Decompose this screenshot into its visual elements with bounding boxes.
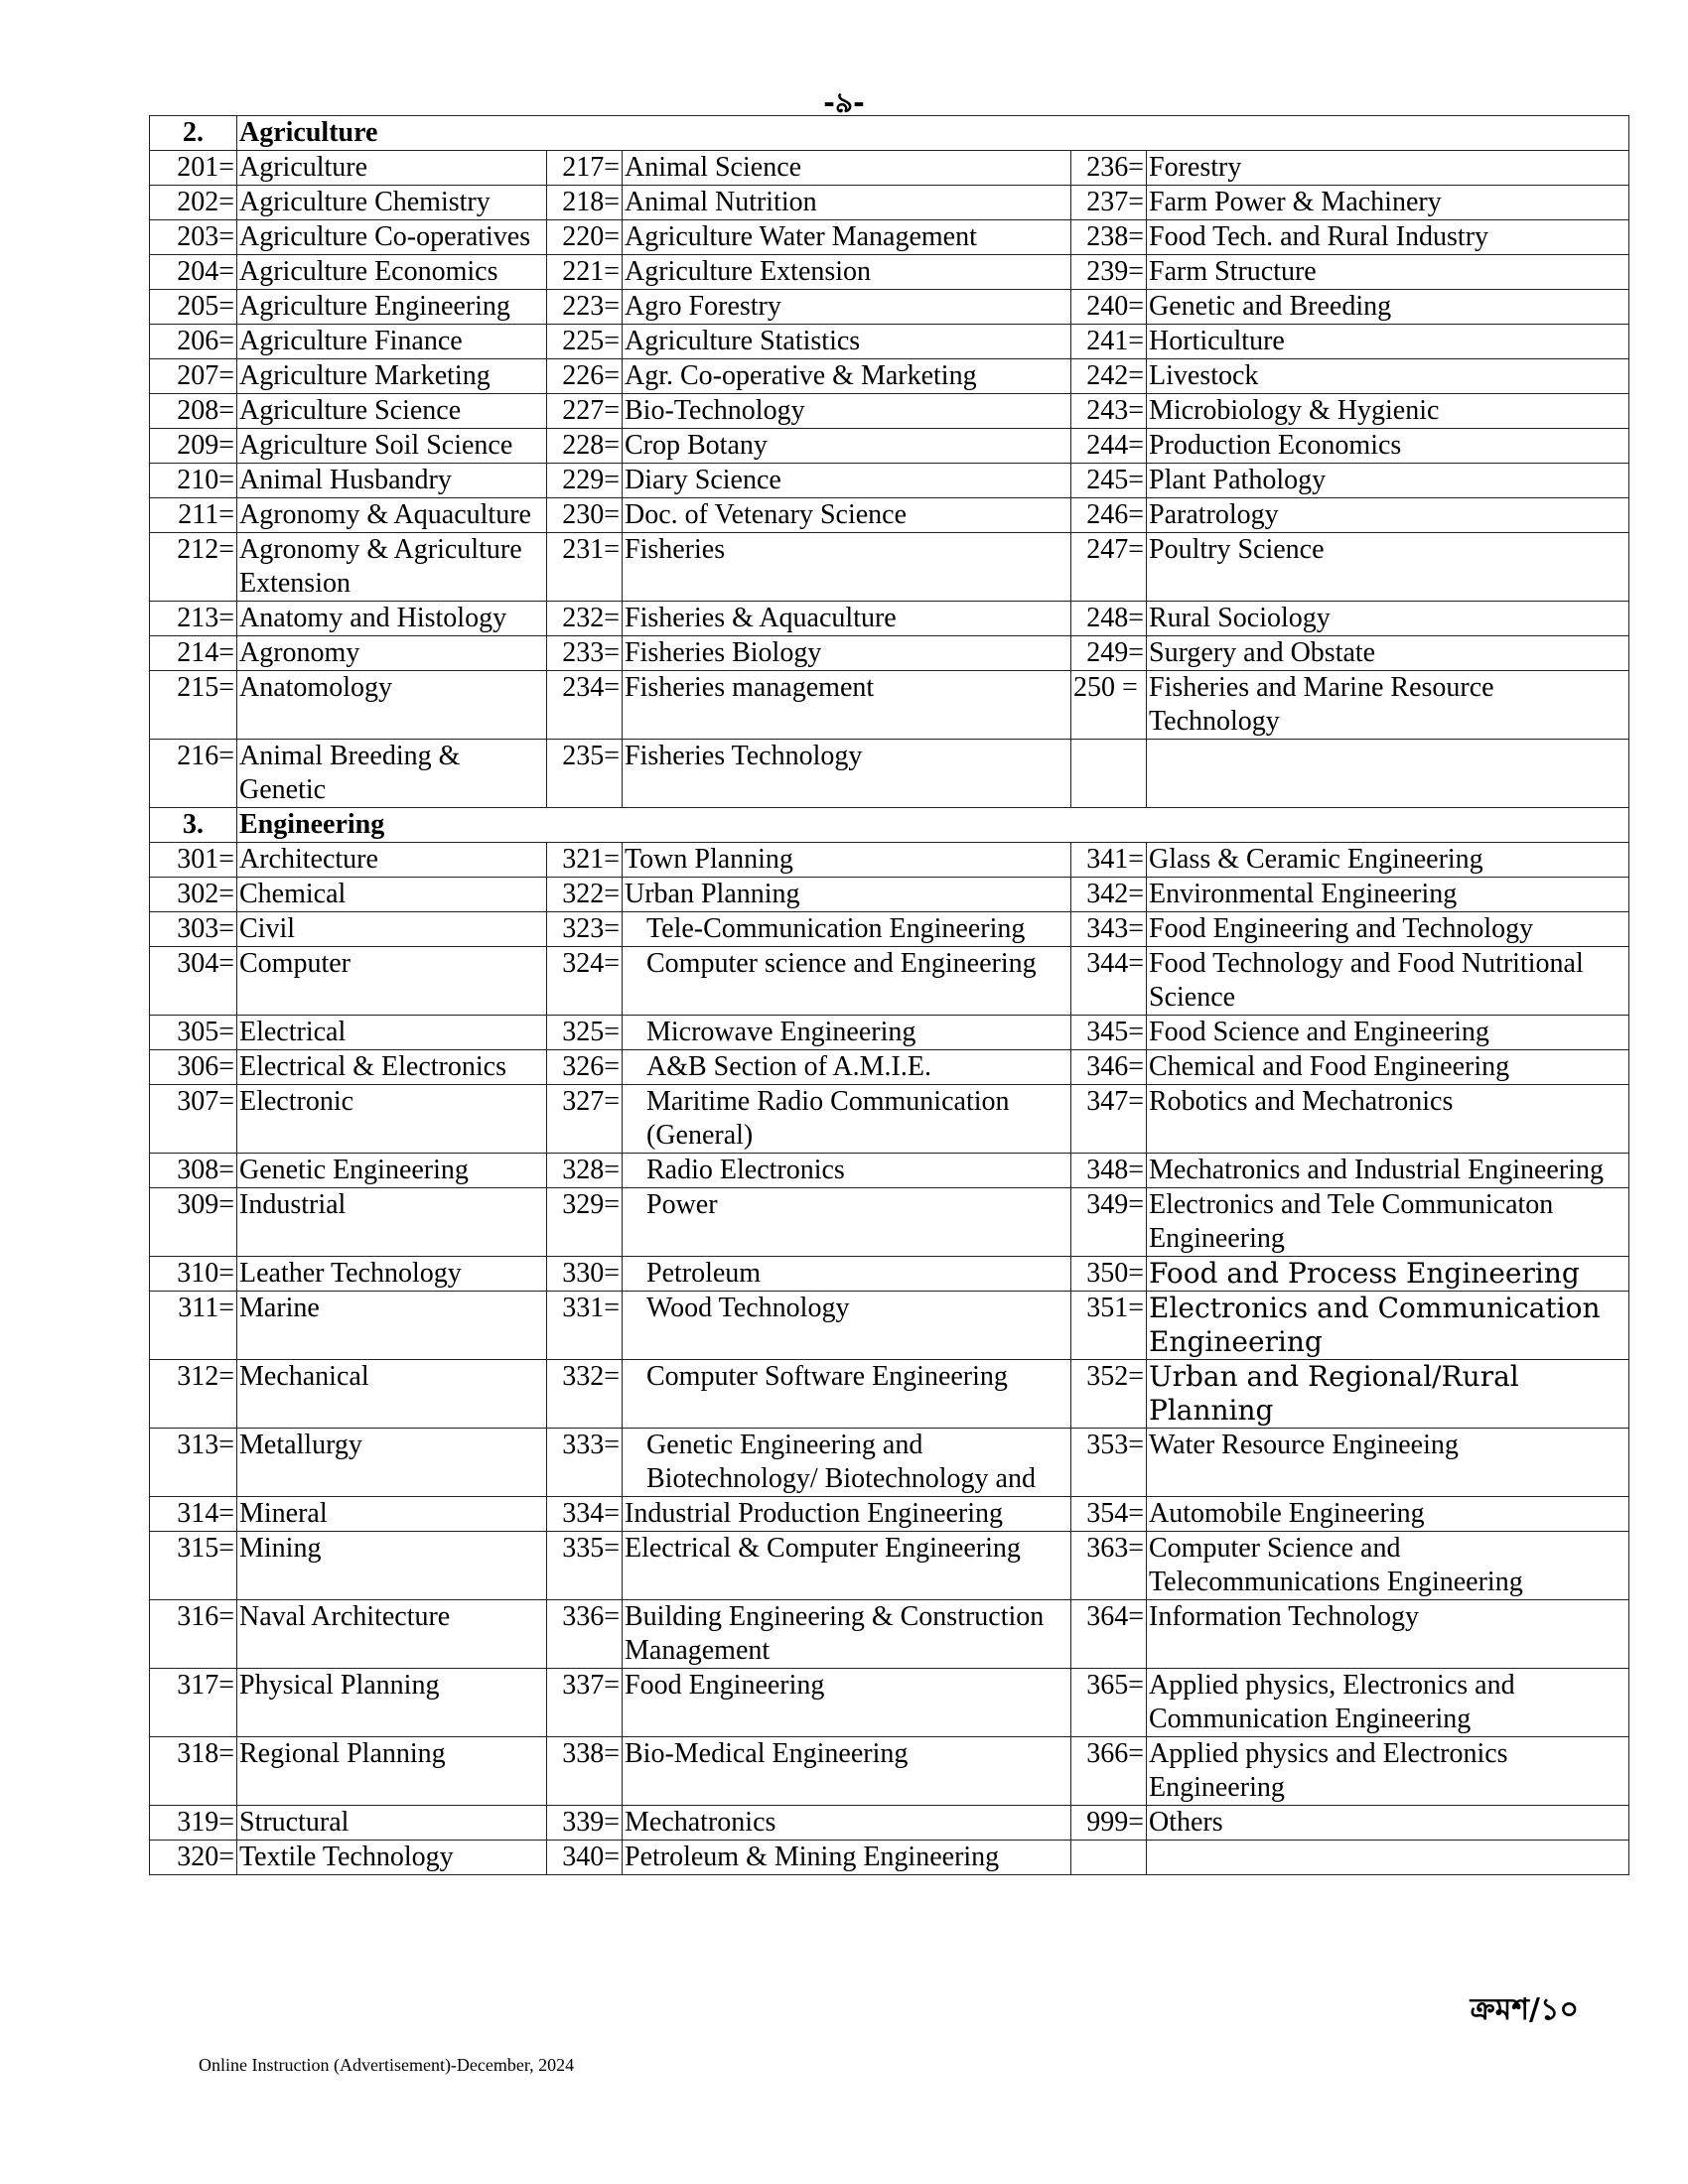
subject-code-table xyxy=(149,115,1629,1875)
subject-name: Poultry Science xyxy=(1147,533,1629,602)
table-row xyxy=(150,220,1629,255)
table-row xyxy=(150,1737,1629,1806)
section-header-agriculture xyxy=(150,116,1629,151)
subject-code: 214= xyxy=(150,636,237,671)
table-row xyxy=(150,533,1629,602)
subject-name: Tele-Communication Engineering xyxy=(623,912,1071,947)
subject-name: Rural Sociology xyxy=(1147,602,1629,636)
subject-name: Fisheries Biology xyxy=(623,636,1071,671)
subject-name: Industrial xyxy=(237,1188,547,1257)
subject-name: Electrical xyxy=(237,1016,547,1050)
subject-code: 233= xyxy=(547,636,623,671)
subject-code: 221= xyxy=(547,255,623,290)
subject-code: 220= xyxy=(547,220,623,255)
subject-name: Food Engineering xyxy=(623,1669,1071,1737)
subject-name: Others xyxy=(1147,1806,1629,1841)
subject-code: 240= xyxy=(1071,290,1147,325)
subject-code: 211= xyxy=(150,498,237,533)
subject-code: 307= xyxy=(150,1085,237,1154)
subject-code: 335= xyxy=(547,1532,623,1600)
table-row xyxy=(150,1016,1629,1050)
subject-name: Diary Science xyxy=(623,464,1071,498)
table-row xyxy=(150,1188,1629,1257)
subject-name: Agriculture Water Management xyxy=(623,220,1071,255)
subject-name: Surgery and Obstate xyxy=(1147,636,1629,671)
table-row xyxy=(150,843,1629,878)
subject-code: 351= xyxy=(1071,1292,1147,1360)
table-row xyxy=(150,1841,1629,1875)
subject-code: 249= xyxy=(1071,636,1147,671)
subject-name: Fisheries Technology xyxy=(623,740,1071,808)
table-row xyxy=(150,464,1629,498)
subject-code: 329= xyxy=(547,1188,623,1257)
subject-code: 331= xyxy=(547,1292,623,1360)
table-row xyxy=(150,912,1629,947)
subject-name: Computer Science and Telecommunications Engineering xyxy=(1147,1532,1629,1600)
subject-code: 318= xyxy=(150,1737,237,1806)
subject-name: Agriculture Extension xyxy=(623,255,1071,290)
subject-code: 324= xyxy=(547,947,623,1016)
subject-code xyxy=(1071,740,1147,808)
subject-name: Fisheries and Marine Resource Technology xyxy=(1147,671,1629,740)
subject-code: 315= xyxy=(150,1532,237,1600)
subject-code: 308= xyxy=(150,1154,237,1188)
subject-name: Building Engineering & Construction Management xyxy=(623,1600,1071,1669)
subject-name: Urban and Regional/Rural Planning xyxy=(1147,1360,1629,1429)
subject-code: 230= xyxy=(547,498,623,533)
subject-name: Agriculture Marketing xyxy=(237,359,547,394)
subject-code: 216= xyxy=(150,740,237,808)
subject-code: 340= xyxy=(547,1841,623,1875)
section-title: Engineering xyxy=(237,808,1629,843)
subject-name: Marine xyxy=(237,1292,547,1360)
subject-name: Paratrology xyxy=(1147,498,1629,533)
subject-name: Agriculture Chemistry xyxy=(237,186,547,220)
subject-code: 341= xyxy=(1071,843,1147,878)
subject-name: Architecture xyxy=(237,843,547,878)
subject-name: Farm Power & Machinery xyxy=(1147,186,1629,220)
subject-code: 309= xyxy=(150,1188,237,1257)
continued-marker: ক্রমশ/১০ xyxy=(1470,1992,1579,2027)
subject-name: Chemical and Food Engineering xyxy=(1147,1050,1629,1085)
subject-name: Mechatronics xyxy=(623,1806,1071,1841)
subject-code: 234= xyxy=(547,671,623,740)
subject-name: Maritime Radio Communication (General) xyxy=(623,1085,1071,1154)
subject-code: 350= xyxy=(1071,1257,1147,1292)
subject-name: Genetic and Breeding xyxy=(1147,290,1629,325)
table-row xyxy=(150,290,1629,325)
table-row xyxy=(150,151,1629,186)
subject-code: 302= xyxy=(150,878,237,912)
subject-code: 999= xyxy=(1071,1806,1147,1841)
subject-name: Food and Process Engineering xyxy=(1147,1257,1629,1292)
subject-code: 325= xyxy=(547,1016,623,1050)
subject-code: 226= xyxy=(547,359,623,394)
subject-code: 210= xyxy=(150,464,237,498)
table-row xyxy=(150,1497,1629,1532)
subject-code: 312= xyxy=(150,1360,237,1429)
subject-name: Animal Nutrition xyxy=(623,186,1071,220)
subject-code: 345= xyxy=(1071,1016,1147,1050)
subject-code: 245= xyxy=(1071,464,1147,498)
subject-name: Leather Technology xyxy=(237,1257,547,1292)
subject-code: 206= xyxy=(150,325,237,359)
subject-name: Physical Planning xyxy=(237,1669,547,1737)
subject-name: Animal Breeding & Genetic xyxy=(237,740,547,808)
subject-name: Electronics and Tele Communicaton Engineering xyxy=(1147,1188,1629,1257)
subject-code: 247= xyxy=(1071,533,1147,602)
subject-code: 346= xyxy=(1071,1050,1147,1085)
subject-name: Computer science and Engineering xyxy=(623,947,1071,1016)
subject-name: Agriculture Economics xyxy=(237,255,547,290)
subject-name: Genetic Engineering xyxy=(237,1154,547,1188)
footer-note: Online Instruction (Advertisement)-December, 2024 xyxy=(199,2055,575,2075)
subject-name: Agriculture Statistics xyxy=(623,325,1071,359)
subject-name xyxy=(1147,740,1629,808)
subject-code: 326= xyxy=(547,1050,623,1085)
subject-name: Civil xyxy=(237,912,547,947)
subject-code: 217= xyxy=(547,151,623,186)
subject-name: Mechatronics and Industrial Engineering xyxy=(1147,1154,1629,1188)
subject-name: Animal Husbandry xyxy=(237,464,547,498)
subject-code: 348= xyxy=(1071,1154,1147,1188)
subject-code: 366= xyxy=(1071,1737,1147,1806)
subject-name: Chemical xyxy=(237,878,547,912)
table-row xyxy=(150,1085,1629,1154)
table-row xyxy=(150,1360,1629,1429)
subject-name: Horticulture xyxy=(1147,325,1629,359)
subject-code: 212= xyxy=(150,533,237,602)
subject-code: 349= xyxy=(1071,1188,1147,1257)
subject-name: Agro Forestry xyxy=(623,290,1071,325)
subject-name: Water Resource Engineeing xyxy=(1147,1429,1629,1497)
table-row xyxy=(150,255,1629,290)
subject-code: 201= xyxy=(150,151,237,186)
table-row xyxy=(150,186,1629,220)
subject-name: Electronics and Communication Engineering xyxy=(1147,1292,1629,1360)
section-header-engineering xyxy=(150,808,1629,843)
subject-name: Electrical & Electronics xyxy=(237,1050,547,1085)
subject-name: Microbiology & Hygienic xyxy=(1147,394,1629,429)
subject-code: 239= xyxy=(1071,255,1147,290)
subject-code: 334= xyxy=(547,1497,623,1532)
subject-code: 353= xyxy=(1071,1429,1147,1497)
subject-code: 339= xyxy=(547,1806,623,1841)
subject-code: 301= xyxy=(150,843,237,878)
table-row xyxy=(150,394,1629,429)
subject-code: 317= xyxy=(150,1669,237,1737)
subject-code: 218= xyxy=(547,186,623,220)
subject-name: Production Economics xyxy=(1147,429,1629,464)
subject-name: Regional Planning xyxy=(237,1737,547,1806)
subject-code: 248= xyxy=(1071,602,1147,636)
subject-code: 215= xyxy=(150,671,237,740)
subject-name: Radio Electronics xyxy=(623,1154,1071,1188)
subject-code: 342= xyxy=(1071,878,1147,912)
table-row xyxy=(150,1806,1629,1841)
subject-code: 205= xyxy=(150,290,237,325)
subject-code: 236= xyxy=(1071,151,1147,186)
subject-name: Microwave Engineering xyxy=(623,1016,1071,1050)
subject-code: 243= xyxy=(1071,394,1147,429)
subject-name: Textile Technology xyxy=(237,1841,547,1875)
subject-code: 313= xyxy=(150,1429,237,1497)
table-row xyxy=(150,498,1629,533)
subject-name: Naval Architecture xyxy=(237,1600,547,1669)
subject-name: Town Planning xyxy=(623,843,1071,878)
table-row xyxy=(150,1292,1629,1360)
subject-name: Anatomology xyxy=(237,671,547,740)
subject-name: Urban Planning xyxy=(623,878,1071,912)
subject-code: 203= xyxy=(150,220,237,255)
subject-name: Automobile Engineering xyxy=(1147,1497,1629,1532)
subject-code: 303= xyxy=(150,912,237,947)
subject-name: Wood Technology xyxy=(623,1292,1071,1360)
table-row xyxy=(150,359,1629,394)
subject-name: Agriculture Engineering xyxy=(237,290,547,325)
page-number: -৯- xyxy=(823,86,865,119)
subject-name: Applied physics, Electronics and Communication Engineering xyxy=(1147,1669,1629,1737)
subject-name: Robotics and Mechatronics xyxy=(1147,1085,1629,1154)
subject-name: Petroleum & Mining Engineering xyxy=(623,1841,1071,1875)
subject-name: Electronic xyxy=(237,1085,547,1154)
subject-code: 207= xyxy=(150,359,237,394)
subject-name: Doc. of Vetenary Science xyxy=(623,498,1071,533)
subject-code: 354= xyxy=(1071,1497,1147,1532)
subject-code: 208= xyxy=(150,394,237,429)
subject-code: 204= xyxy=(150,255,237,290)
subject-name: Food Technology and Food Nutritional Science xyxy=(1147,947,1629,1016)
subject-code: 311= xyxy=(150,1292,237,1360)
subject-name: Agriculture Co-operatives xyxy=(237,220,547,255)
subject-code: 237= xyxy=(1071,186,1147,220)
subject-name: Mechanical xyxy=(237,1360,547,1429)
subject-name: Agriculture Science xyxy=(237,394,547,429)
subject-code: 231= xyxy=(547,533,623,602)
subject-code: 343= xyxy=(1071,912,1147,947)
agriculture-section xyxy=(150,116,1629,808)
subject-code: 306= xyxy=(150,1050,237,1085)
subject-name: Farm Structure xyxy=(1147,255,1629,290)
section-title: Agriculture xyxy=(237,116,1629,151)
subject-name: Fisheries management xyxy=(623,671,1071,740)
table-row xyxy=(150,325,1629,359)
subject-code: 244= xyxy=(1071,429,1147,464)
subject-name: Power xyxy=(623,1188,1071,1257)
subject-code: 242= xyxy=(1071,359,1147,394)
subject-name: Crop Botany xyxy=(623,429,1071,464)
subject-code: 333= xyxy=(547,1429,623,1497)
subject-code: 316= xyxy=(150,1600,237,1669)
table-row xyxy=(150,671,1629,740)
subject-code: 365= xyxy=(1071,1669,1147,1737)
subject-code: 327= xyxy=(547,1085,623,1154)
subject-code: 321= xyxy=(547,843,623,878)
subject-name: Computer Software Engineering xyxy=(623,1360,1071,1429)
subject-name: Livestock xyxy=(1147,359,1629,394)
subject-name: Agronomy & Aquaculture xyxy=(237,498,547,533)
table-row xyxy=(150,1600,1629,1669)
subject-code: 229= xyxy=(547,464,623,498)
subject-name xyxy=(1147,1841,1629,1875)
section-number: 2. xyxy=(150,116,237,151)
subject-code: 323= xyxy=(547,912,623,947)
subject-name: Food Tech. and Rural Industry xyxy=(1147,220,1629,255)
subject-name: Glass & Ceramic Engineering xyxy=(1147,843,1629,878)
subject-name: Metallurgy xyxy=(237,1429,547,1497)
table-row xyxy=(150,1050,1629,1085)
subject-code: 310= xyxy=(150,1257,237,1292)
subject-name: A&B Section of A.M.I.E. xyxy=(623,1050,1071,1085)
subject-code: 338= xyxy=(547,1737,623,1806)
subject-name: Bio-Medical Engineering xyxy=(623,1737,1071,1806)
subject-code: 305= xyxy=(150,1016,237,1050)
subject-name: Applied physics and Electronics Engineering xyxy=(1147,1737,1629,1806)
subject-code: 364= xyxy=(1071,1600,1147,1669)
subject-code: 227= xyxy=(547,394,623,429)
table-row xyxy=(150,429,1629,464)
subject-name: Petroleum xyxy=(623,1257,1071,1292)
subject-code: 314= xyxy=(150,1497,237,1532)
subject-name: Fisheries xyxy=(623,533,1071,602)
table-row xyxy=(150,636,1629,671)
subject-code: 223= xyxy=(547,290,623,325)
subject-name: Food Engineering and Technology xyxy=(1147,912,1629,947)
subject-code: 238= xyxy=(1071,220,1147,255)
subject-name: Structural xyxy=(237,1806,547,1841)
subject-code xyxy=(1071,1841,1147,1875)
subject-name: Animal Science xyxy=(623,151,1071,186)
subject-code: 336= xyxy=(547,1600,623,1669)
subject-name: Bio-Technology xyxy=(623,394,1071,429)
subject-code: 347= xyxy=(1071,1085,1147,1154)
section-number: 3. xyxy=(150,808,237,843)
subject-name: Anatomy and Histology xyxy=(237,602,547,636)
subject-code: 322= xyxy=(547,878,623,912)
subject-name: Plant Pathology xyxy=(1147,464,1629,498)
subject-code: 352= xyxy=(1071,1360,1147,1429)
subject-name: Environmental Engineering xyxy=(1147,878,1629,912)
subject-code: 246= xyxy=(1071,498,1147,533)
subject-name: Information Technology xyxy=(1147,1600,1629,1669)
subject-name: Genetic Engineering and Biotechnology/ Biotechnology and xyxy=(623,1429,1071,1497)
subject-name: Fisheries & Aquaculture xyxy=(623,602,1071,636)
table-row xyxy=(150,1257,1629,1292)
subject-code: 330= xyxy=(547,1257,623,1292)
subject-name: Agriculture xyxy=(237,151,547,186)
subject-code: 213= xyxy=(150,602,237,636)
subject-name: Agriculture Soil Science xyxy=(237,429,547,464)
subject-name: Agronomy & Agriculture Extension xyxy=(237,533,547,602)
table-row xyxy=(150,878,1629,912)
subject-name: Agronomy xyxy=(237,636,547,671)
subject-code: 228= xyxy=(547,429,623,464)
subject-name: Mineral xyxy=(237,1497,547,1532)
subject-code: 319= xyxy=(150,1806,237,1841)
subject-code: 320= xyxy=(150,1841,237,1875)
subject-code: 344= xyxy=(1071,947,1147,1016)
subject-code: 232= xyxy=(547,602,623,636)
subject-code: 241= xyxy=(1071,325,1147,359)
table-row xyxy=(150,1669,1629,1737)
subject-name: Industrial Production Engineering xyxy=(623,1497,1071,1532)
table-row xyxy=(150,602,1629,636)
table-row xyxy=(150,1154,1629,1188)
subject-code: 332= xyxy=(547,1360,623,1429)
subject-code: 328= xyxy=(547,1154,623,1188)
subject-name: Computer xyxy=(237,947,547,1016)
subject-code: 337= xyxy=(547,1669,623,1737)
subject-name: Forestry xyxy=(1147,151,1629,186)
subject-name: Agr. Co-operative & Marketing xyxy=(623,359,1071,394)
subject-name: Electrical & Computer Engineering xyxy=(623,1532,1071,1600)
table-row xyxy=(150,1429,1629,1497)
subject-code: 209= xyxy=(150,429,237,464)
subject-code: 250 = xyxy=(1071,671,1147,740)
table-row xyxy=(150,947,1629,1016)
subject-code: 304= xyxy=(150,947,237,1016)
subject-name: Mining xyxy=(237,1532,547,1600)
subject-name: Agriculture Finance xyxy=(237,325,547,359)
subject-code: 363= xyxy=(1071,1532,1147,1600)
subject-code: 235= xyxy=(547,740,623,808)
table-row xyxy=(150,740,1629,808)
table-row xyxy=(150,1532,1629,1600)
subject-code: 202= xyxy=(150,186,237,220)
subject-name: Food Science and Engineering xyxy=(1147,1016,1629,1050)
subject-code: 225= xyxy=(547,325,623,359)
engineering-section xyxy=(150,808,1629,1875)
